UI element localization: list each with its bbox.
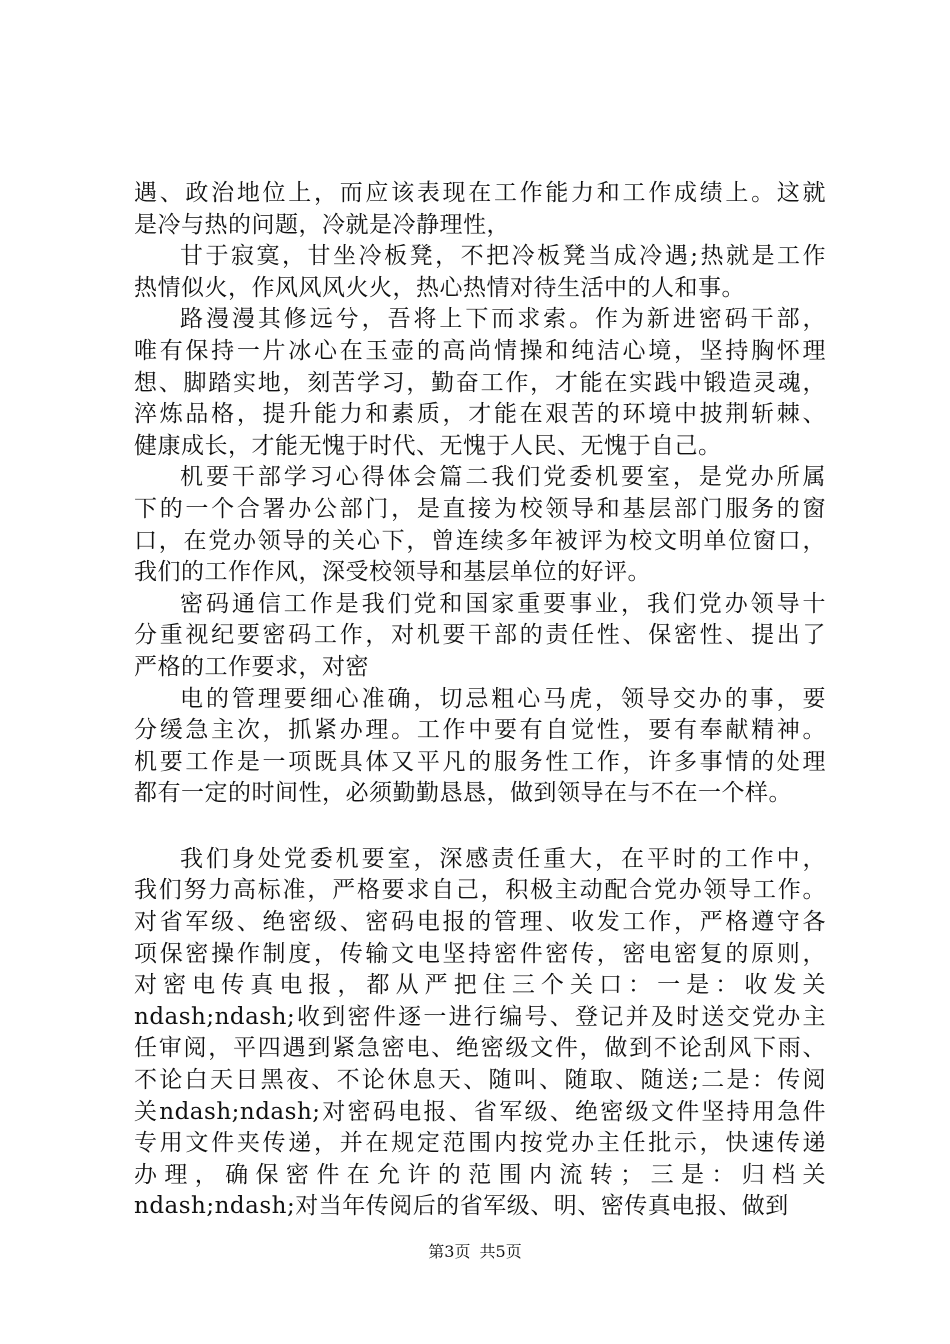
- paragraph: [134, 462, 826, 588]
- text-line: 健康成长，才能无愧于时代、无愧于人民、无愧于自己。: [134, 432, 722, 459]
- paragraph: [134, 844, 826, 1223]
- text-line: 分缓急主次，抓紧办理。工作中要有自觉性，要有奉献精神。: [134, 717, 826, 744]
- text-line: 分重视纪要密码工作，对机要干部的责任性、保密性、提出了: [134, 622, 826, 649]
- text-line: 路漫漫其修远兮，吾将上下而求索。作为新进密码干部，: [180, 306, 826, 333]
- text-line: 我们身处党委机要室，深感责任重大，在平时的工作中，: [180, 845, 826, 872]
- text-line: 机要工作是一项既具体又平凡的服务性工作，许多事情的处理: [134, 748, 826, 775]
- text-line: 不论白天日黑夜、不论休息天、随叫、随取、随送;二是：传阅: [134, 1067, 826, 1094]
- text-line: 任审阅，平四遇到紧急密电、绝密级文件，做到不论刮风下雨、: [134, 1035, 826, 1062]
- text-line: ndash;ndash;对当年传阅后的省军级、明、密传真电报、做到: [134, 1193, 789, 1220]
- text-line: 我们的工作作风，深受校领导和基层单位的好评。: [134, 559, 651, 586]
- text-line: 口，在党办领导的关心下，曾连续多年被评为校文明单位窗口，: [134, 527, 826, 554]
- paragraph: [134, 241, 826, 304]
- text-line: 对省军级、绝密级、密码电报的管理、收发工作，严格遵守各: [134, 909, 826, 936]
- text-line: 电的管理要细心准确，切忌粗心马虎，领导交办的事，要: [180, 685, 826, 712]
- text-line: 专用文件夹传递，并在规定范围内按党办主任批示，快速传递: [134, 1130, 826, 1157]
- document-body: [134, 178, 826, 1223]
- text-line: 想、脚踏实地，刻苦学习，勤奋工作，才能在实践中锻造灵魂，: [134, 369, 826, 396]
- text-line: 严格的工作要求，对密: [134, 653, 369, 680]
- text-line: 遇、政治地位上，而应该表现在工作能力和工作成绩上。这就: [134, 180, 826, 206]
- text-line: 关ndash;ndash;对密码电报、省军级、绝密级文件坚持用急件: [134, 1098, 826, 1125]
- paragraph: [134, 178, 826, 241]
- paragraph: [134, 589, 826, 684]
- text-line: 甘于寂寞，甘坐冷板凳，不把冷板凳当成冷遇;热就是工作: [180, 243, 826, 270]
- text-line: 对密电传真电报，都从严把住三个关口：一是：收发关: [134, 972, 826, 999]
- text-line: ndash;ndash;收到密件逐一进行编号、登记并及时送交党办主: [134, 1003, 826, 1030]
- text-line: 是冷与热的问题，冷就是冷静理性，: [134, 211, 510, 238]
- paragraph-gap: [134, 810, 826, 844]
- text-line: 办理，确保密件在允许的范围内流转；三是：归档关: [134, 1161, 826, 1188]
- text-line: 我们努力高标准，严格要求自己，积极主动配合党办领导工作。: [134, 877, 826, 904]
- text-line: 项保密操作制度，传输文电坚持密件密传，密电密复的原则，: [134, 940, 826, 967]
- text-line: 密码通信工作是我们党和国家重要事业，我们党办领导十: [180, 590, 826, 617]
- paragraph: [134, 684, 826, 810]
- text-line: 热情似火，作风风风火火，热心热情对待生活中的人和事。: [134, 274, 745, 301]
- text-line: 淬炼品格，提升能力和素质，才能在艰苦的环境中披荆斩棘、: [134, 401, 826, 428]
- page-footer: [0, 1242, 950, 1262]
- text-line: 机要干部学习心得体会篇二我们党委机要室，是党办所属: [180, 464, 826, 491]
- page-total: 共5页: [479, 1242, 522, 1261]
- page-number: 第3页: [428, 1242, 471, 1261]
- paragraph: [134, 304, 826, 462]
- text-line: 唯有保持一片冰心在玉壶的高尚情操和纯洁心境，坚持胸怀理: [134, 337, 826, 364]
- text-line: 下的一个合署办公部门，是直接为校领导和基层部门服务的窗: [134, 495, 826, 522]
- text-line: 都有一定的时间性，必须勤勤恳恳，做到领导在与不在一个样。: [134, 780, 792, 807]
